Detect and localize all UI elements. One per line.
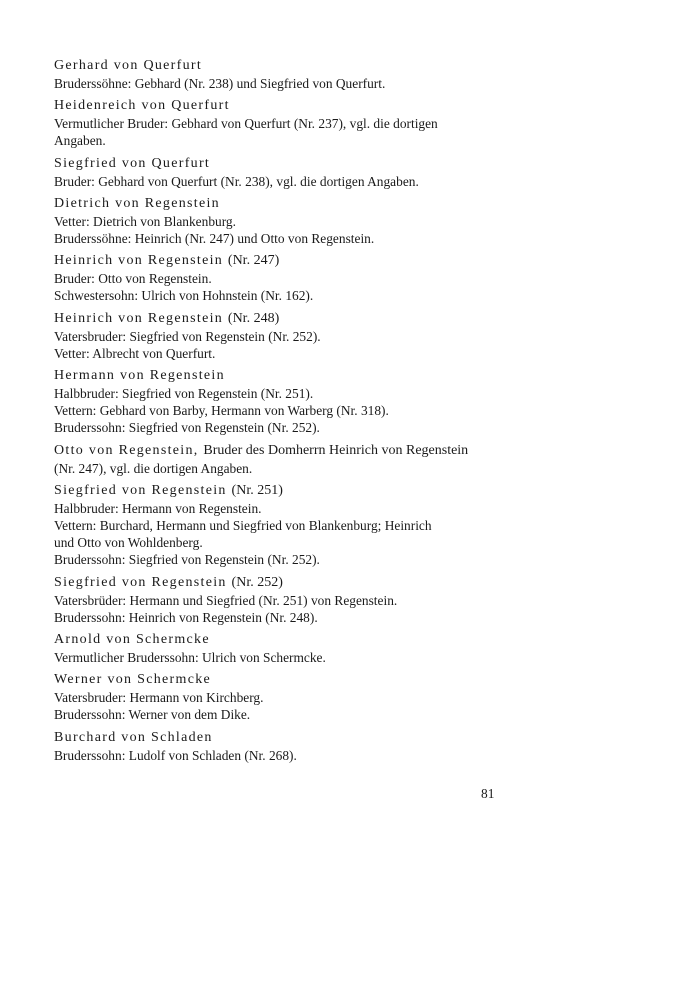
relation-line: Vetter: Albrecht von Querfurt. — [54, 345, 216, 361]
entry-name-text: Heinrich von Regenstein — [54, 253, 224, 269]
entry-number: (Nr. 248) — [227, 310, 280, 326]
entry-name: Arnold von Schermcke — [54, 632, 210, 648]
entry-hermann-von-regenstein — [54, 367, 504, 437]
entry-name — [54, 442, 504, 460]
entry-name: Hermann von Regenstein — [54, 368, 225, 384]
entry-arnold-von-schermcke — [54, 631, 504, 666]
entry-heinrich-von-regenstein-247 — [54, 252, 504, 304]
relation-line: Bruderssohn: Siegfried von Regenstein (Nr. 252). — [54, 552, 320, 568]
relation-line: Bruder: Gebhard von Querfurt (Nr. 238), vgl. die dortigen Angaben. — [54, 173, 419, 189]
relation-line: Bruderssohn: Siegfried von Regenstein (Nr. 252). — [54, 420, 320, 436]
entry-siegfried-von-querfurt — [54, 155, 504, 190]
relation-line: Vatersbrüder: Hermann und Siegfried (Nr. 251) von Regenstein. — [54, 592, 398, 608]
register-page — [54, 57, 504, 769]
relation-line: Vermutlicher Bruderssohn: Ulrich von Schermcke. — [54, 650, 326, 666]
entry-name-text: Siegfried von Regenstein — [54, 574, 227, 590]
entry-name — [54, 310, 504, 328]
entry-heinrich-von-regenstein-248 — [54, 310, 504, 362]
entry-name — [54, 574, 504, 592]
entry-number: (Nr. 252) — [231, 574, 283, 590]
entry-heidenreich-von-querfurt — [54, 97, 504, 149]
entry-siegfried-von-regenstein-252 — [54, 574, 504, 626]
entry-burchard-von-schladen — [54, 729, 504, 764]
relation-line: Vatersbruder: Siegfried von Regenstein (Nr. 252). — [54, 328, 321, 344]
entry-number: (Nr. 251) — [231, 482, 283, 498]
entry-name: Gerhard von Querfurt — [54, 58, 203, 73]
relation-line: Bruderssohn: Heinrich von Regenstein (Nr. 248). — [54, 609, 318, 625]
relation-line: Vetter: Dietrich von Blankenburg. — [54, 213, 236, 229]
entry-number: (Nr. 247) — [227, 253, 280, 269]
entry-siegfried-von-regenstein-251 — [54, 482, 504, 569]
entry-otto-von-regenstein — [54, 442, 504, 477]
relation-line: Vettern: Gebhard von Barby, Hermann von Warberg (Nr. 318). — [54, 403, 389, 419]
relation-line: Bruder: Otto von Regenstein. — [54, 271, 212, 287]
relation-line: Vatersbruder: Hermann von Kirchberg. — [54, 690, 264, 706]
page-number: 81 — [481, 786, 495, 801]
entry-dietrich-von-regenstein — [54, 195, 504, 247]
relation-line: Bruderssöhne: Heinrich (Nr. 247) und Otto von Regenstein. — [54, 231, 375, 247]
entry-name — [54, 252, 504, 270]
relation-line: und Otto von Wohldenberg. — [54, 535, 203, 551]
entry-name-text: Siegfried von Regenstein — [54, 482, 227, 498]
relation-line: Bruderssohn: Werner von dem Dike. — [54, 707, 251, 723]
entry-werner-von-schermcke — [54, 671, 504, 723]
relation-line: Bruderssohn: Ludolf von Schladen (Nr. 268). — [54, 747, 297, 763]
relation-line: Schwestersohn: Ulrich von Hohnstein (Nr. 162). — [54, 288, 314, 304]
entry-name: Siegfried von Querfurt — [54, 155, 211, 171]
entry-gerhard-von-querfurt — [54, 57, 504, 92]
relation-line: Bruderssöhne: Gebhard (Nr. 238) und Siegfried von Querfurt. — [54, 76, 386, 91]
relation-line: Vettern: Burchard, Hermann und Siegfried von Blankenburg; Heinrich — [54, 518, 432, 534]
relation-line: Halbbruder: Hermann von Regenstein. — [54, 500, 262, 516]
entry-description: Bruder des Domherrn Heinrich von Regenstein — [203, 442, 469, 458]
relation-line: Vermutlicher Bruder: Gebhard von Querfurt (Nr. 237), vgl. die dortigen — [54, 116, 438, 132]
entry-name-text: Otto von Regenstein, — [54, 442, 199, 458]
entry-name: Werner von Schermcke — [54, 672, 212, 688]
entry-name: Dietrich von Regenstein — [54, 195, 220, 211]
entry-name: Burchard von Schladen — [54, 729, 213, 745]
entry-name: Heidenreich von Querfurt — [54, 98, 230, 114]
relation-line: Angaben. — [54, 133, 106, 149]
relation-line: (Nr. 247), vgl. die dortigen Angaben. — [54, 460, 253, 476]
entry-name-text: Heinrich von Regenstein — [54, 310, 224, 326]
entry-name — [54, 482, 504, 500]
relation-line: Halbbruder: Siegfried von Regenstein (Nr. 251). — [54, 386, 314, 402]
